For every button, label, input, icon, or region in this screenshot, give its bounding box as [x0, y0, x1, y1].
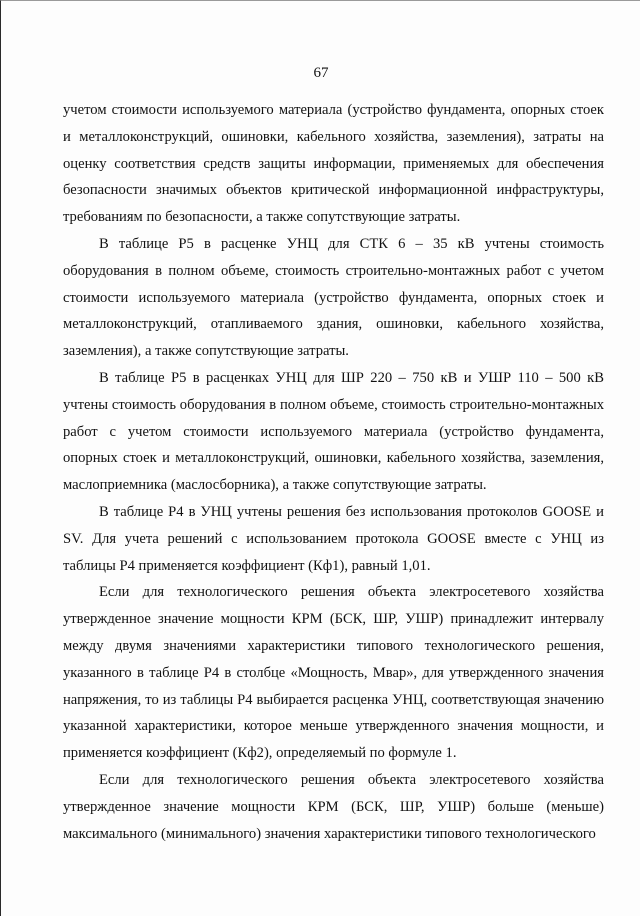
paragraph-4: В таблице Р4 в УНЦ учтены решения без использования протоколов GOOSE и SV. Для учета решений с использованием протокола GOOSE вместе с УНЦ из таблицы Р4 применяется коэффициент (Кф1), равный 1,01.: [63, 503, 604, 574]
paragraph-2: В таблице Р5 в расценке УНЦ для СТК 6 – 35 кВ учтены стоимость оборудования в полном объеме, стоимость строительно-монтажных работ с учетом стоимости используемого материала (устройство фундамента, опорных стоек и металлоконструкций, отапливаемого здания, ошиновки, кабельного хозяйства, заземления), а также сопутствующие затраты.: [63, 235, 604, 360]
paragraph-1: учетом стоимости используемого материала (устройство фундамента, опорных стоек и металлоконструкций, ошиновки, кабельного хозяйства, заземления), затраты на оценку соответствия средств защиты информации, применяемых для обеспечения безопасности значимых объектов критической информационной инфраструктуры, требованиям по безопасности, а также сопутствующие затраты.: [63, 102, 604, 226]
page-number: 67: [313, 65, 329, 81]
document-body: [63, 97, 604, 847]
paragraph-6: Если для технологического решения объекта электросетевого хозяйства утвержденное значение мощности КРМ (БСК, ШР, УШР) больше (меньше) максимального (минимального) значения характеристики типового технологического: [63, 771, 604, 842]
paragraph-5: Если для технологического решения объекта электросетевого хозяйства утвержденное значение мощности КРМ (БСК, ШР, УШР) принадлежит интервалу между двумя значениями характеристики типового технологического решения, указанного в таблице Р4 в столбце «Мощность, Мвар», для утвержденного значения напряжения, то из таблицы Р4 выбирается расценка УНЦ, соответствующая значению указанной характеристики, которое меньше утвержденного значения мощности, и применяется коэффициент (Кф2), определяемый по формуле 1.: [63, 584, 604, 762]
paragraph-3: В таблице Р5 в расценках УНЦ для ШР 220 – 750 кВ и УШР 110 – 500 кВ учтены стоимость оборудования в полном объеме, стоимость строительно-монтажных работ с учетом стоимости используемого материала (устройство фундамента, опорных стоек и металлоконструкций, ошиновки, кабельного хозяйства, заземления, маслоприемника (маслосборника), а также сопутствующие затраты.: [63, 369, 604, 494]
